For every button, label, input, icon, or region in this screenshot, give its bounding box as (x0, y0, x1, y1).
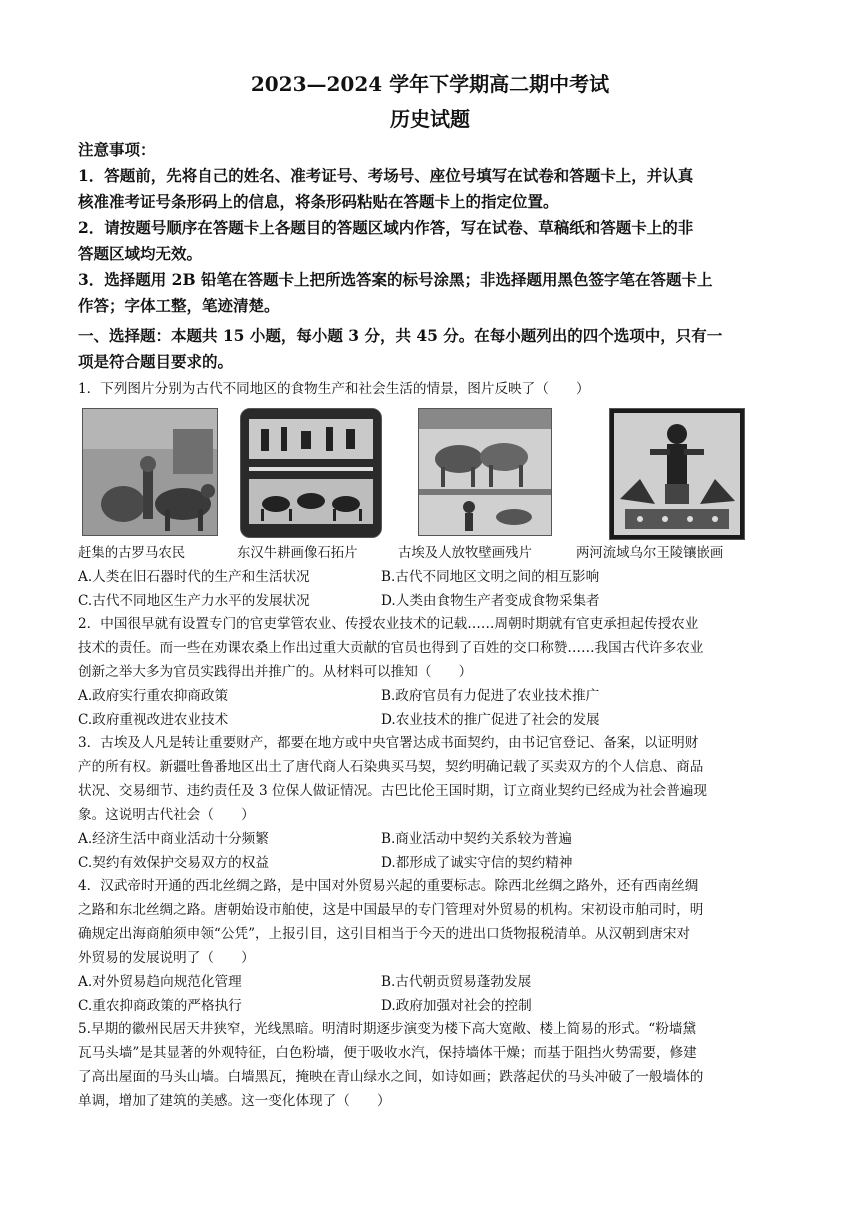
option-a: A.政府实行重农抑商政策 (78, 688, 229, 704)
question-line: 单调，增加了建筑的美感。这一变化体现了（ ） (78, 1093, 391, 1109)
option-b: B.商业活动中契约关系较为普遍 (381, 831, 573, 847)
option-d: D.农业技术的推广促进了社会的发展 (381, 712, 600, 728)
image-caption: 两河流域乌尔王陵镶嵌画 (576, 546, 724, 561)
notes-line: 2．请按题号顺序在答题卡上各题目的答题区域内作答，写在试卷、草稿纸和答题卡上的非 (78, 218, 694, 237)
section-heading: 项是符合题目要求的。 (78, 352, 234, 371)
option-c: C.古代不同地区生产力水平的发展状况 (78, 593, 310, 609)
option-b: B.政府官员有力促进了农业技术推广 (381, 688, 600, 704)
option-c: C.契约有效保护交易双方的权益 (78, 855, 269, 871)
roman-farmer-relief-image (82, 408, 218, 536)
option-c: C.重农抑商政策的严格执行 (78, 998, 242, 1014)
option-d: D.政府加强对社会的控制 (381, 998, 532, 1014)
image-caption: 东汉牛耕画像石拓片 (237, 546, 358, 561)
option-d: D.都形成了诚实守信的契约精神 (381, 855, 573, 871)
exam-title: 2023—2024 学年下学期高二期中考试 (250, 72, 610, 96)
question-line: 之路和东北丝绸之路。唐朝始设市舶使，这是中国最早的专门管理对外贸易的机构。宋初设市舶司时，明 (78, 902, 704, 918)
question-line: 状况、交易细节、违约责任及 3 位保人做证情况。古巴比伦王国时期，订立商业契约已经成为社会普遍现 (78, 783, 708, 799)
question-line: 3．古埃及人凡是转让重要财产，都要在地方或中央官署达成书面契约，由书记官登记、备案，以证明财 (78, 735, 699, 751)
option-b: B.古代朝贡贸易蓬勃发展 (381, 974, 532, 990)
question-line: 5.早期的徽州民居天井狭窄，光线黑暗。明清时期逐步演变为楼下高大宽敞、楼上简易的形式。“粉墙黛 (78, 1021, 697, 1037)
question-line: 4．汉武帝时开通的西北丝绸之路，是中国对外贸易兴起的重要标志。除西北丝绸之路外，还有西南丝绸 (78, 878, 699, 894)
notes-line: 1．答题前，先将自己的姓名、准考证号、考场号、座位号填写在试卷和答题卡上，并认真 (78, 166, 694, 185)
question-line: 了高出屋面的马头山墙。白墙黑瓦，掩映在青山绿水之间，如诗如画；跌落起伏的马头冲破了一般墙体的 (78, 1069, 704, 1085)
question-line: 象。这说明古代社会（ ） (78, 807, 255, 823)
image-caption: 古埃及人放牧壁画残片 (398, 546, 532, 561)
notes-heading: 注意事项： (78, 140, 156, 159)
ur-royal-mosaic-image (609, 408, 745, 540)
option-d: D.人类由食物生产者变成食物采集者 (381, 593, 600, 609)
option-b: B.古代不同地区文明之间的相互影响 (381, 569, 600, 585)
question-line: 产的所有权。新疆吐鲁番地区出土了唐代商人石染典买马契，契约明确记载了买卖双方的个人信息、商品 (78, 759, 704, 775)
question-line: 2．中国很早就有设置专门的官吏掌管农业、传授农业技术的记载……周朝时期就有官吏承担起传授农业 (78, 616, 699, 632)
question-line: 技术的责任。而一些在劝课农桑上作出过重大贡献的官员也得到了百姓的交口称赞……我国古代许多农业 (78, 640, 704, 656)
notes-line: 核准准考证号条形码上的信息，将条形码粘贴在答题卡上的指定位置。 (78, 192, 559, 211)
image-caption: 赶集的古罗马农民 (78, 546, 186, 561)
notes-line: 作答；字体工整，笔迹清楚。 (78, 296, 280, 315)
question-line: 瓦马头墙”是其显著的外观特征，白色粉墙，便于吸收水汽，保持墙体干燥；而基于阻挡火势需要，修建 (78, 1045, 697, 1061)
option-a: A.人类在旧石器时代的生产和生活状况 (78, 569, 310, 585)
option-a: A.对外贸易趋向规范化管理 (78, 974, 242, 990)
notes-line: 3．选择题用 2B 铅笔在答题卡上把所选答案的标号涂黑；非选择题用黑色签字笔在答题卡上 (78, 270, 713, 289)
option-a: A.经济生活中商业活动十分频繁 (78, 831, 269, 847)
exam-subtitle: 历史试题 (390, 107, 470, 131)
question-stem: 1．下列图片分别为古代不同地区的食物生产和社会生活的情景，图片反映了（ ） (78, 381, 590, 397)
han-ox-plough-rubbing-image (240, 408, 382, 538)
option-c: C.政府重视改进农业技术 (78, 712, 229, 728)
notes-line: 答题区域均无效。 (78, 244, 203, 263)
question-line: 创新之举大多为官员实践得出并推广的。从材料可以推知（ ） (78, 664, 473, 680)
egypt-herding-mural-image (418, 408, 552, 536)
question-line: 外贸易的发展说明了（ ） (78, 950, 255, 966)
section-heading: 一、选择题：本题共 15 小题，每小题 3 分，共 45 分。在每小题列出的四个选项中，只有一 (78, 326, 723, 345)
question-line: 确规定出海商舶须申领“公凭”，上报引目，这引目相当于今天的进出口货物报税清单。从汉朝到唐宋对 (78, 926, 691, 942)
